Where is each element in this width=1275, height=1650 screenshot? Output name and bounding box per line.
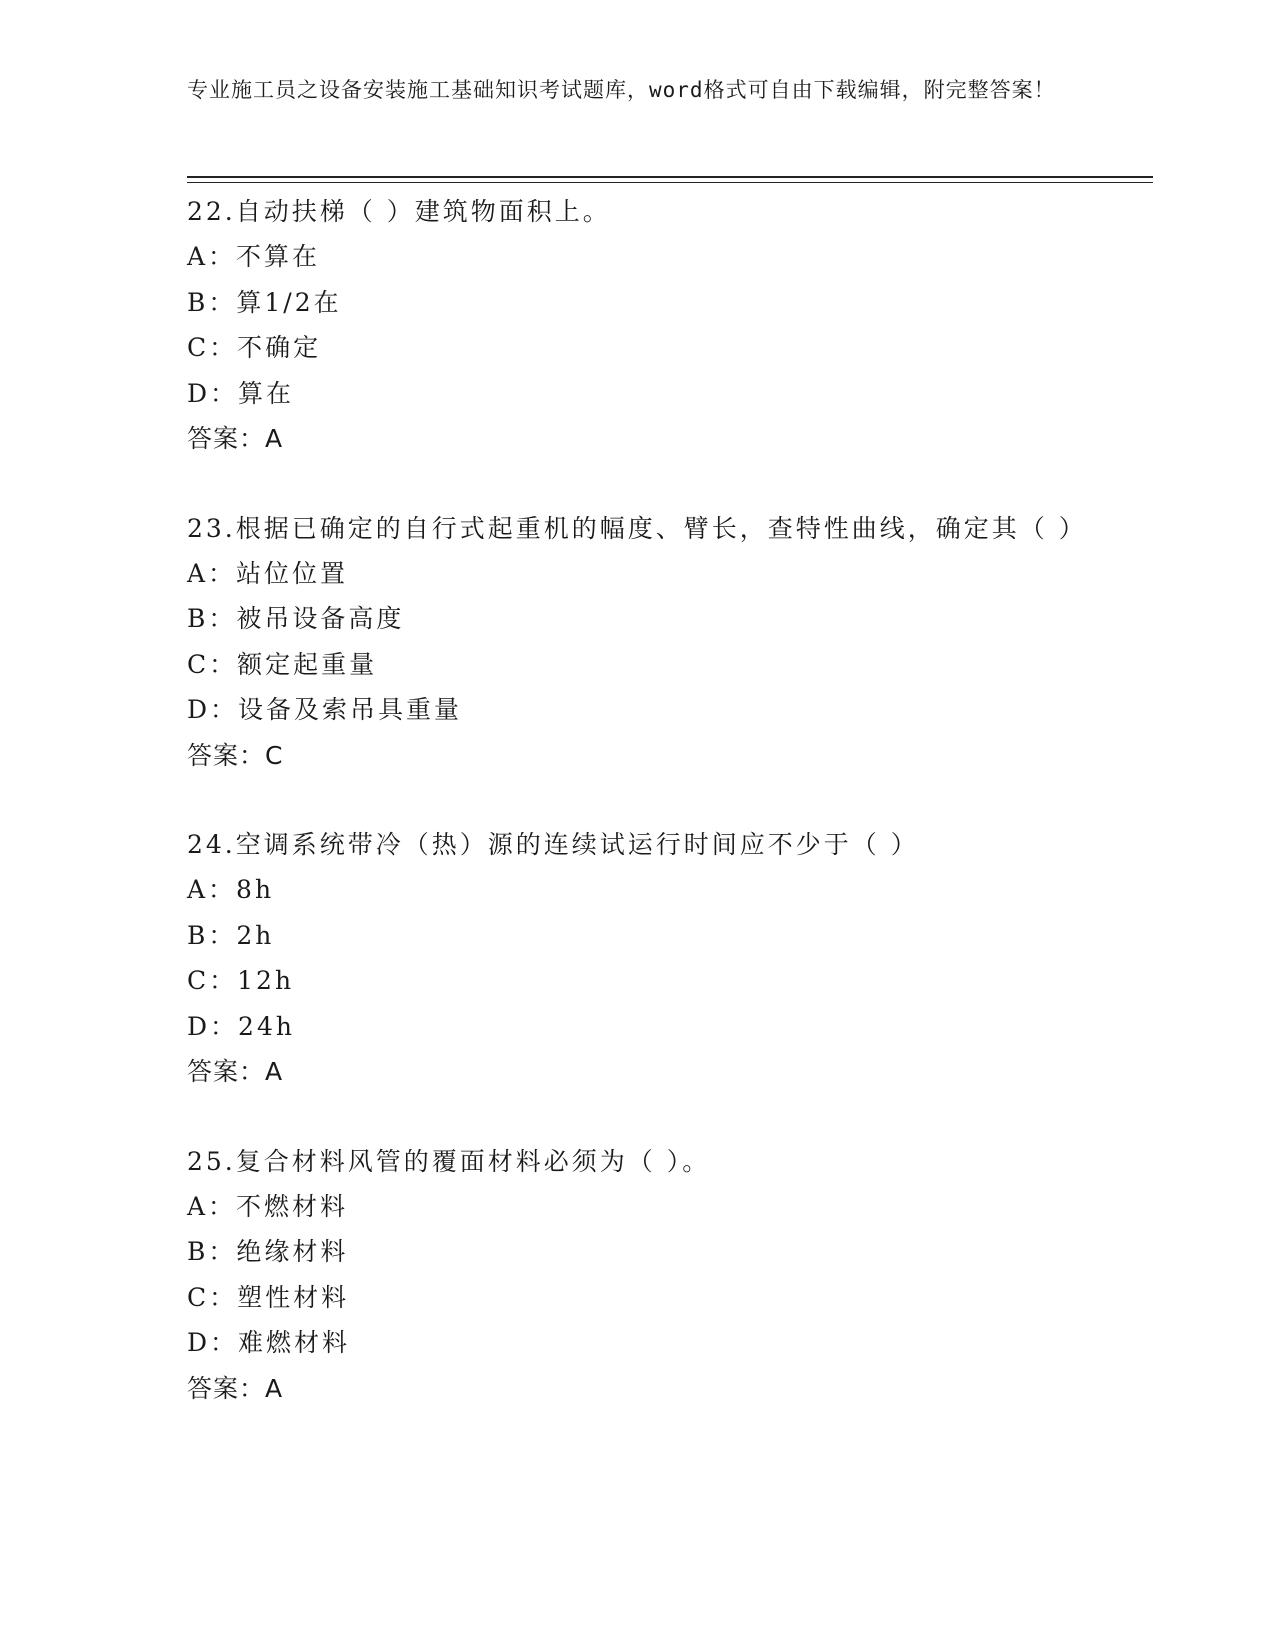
option-c: C：12h — [187, 966, 295, 995]
option-d: D：难燃材料 — [187, 1328, 351, 1357]
option-a: A：8h — [187, 875, 275, 904]
answer-line: 答案：A — [187, 1057, 284, 1086]
option-c: C：塑性材料 — [187, 1282, 350, 1312]
option-a: A：不燃材料 — [187, 1191, 349, 1221]
option-d: D：设备及索吊具重量 — [187, 695, 463, 724]
option-d: D：算在 — [187, 378, 295, 408]
question-stem: 25.复合材料风管的覆面材料必须为（ ）。 — [187, 1146, 711, 1176]
question-stem: 24.空调系统带冷（热）源的连续试运行时间应不少于（ ） — [187, 830, 919, 859]
option-a: A：站位位置 — [187, 558, 349, 588]
option-b: B：算1/2在 — [187, 287, 342, 317]
option-b: B：2h — [187, 920, 275, 950]
answer-line: 答案：C — [187, 740, 284, 770]
answer-line: 答案：A — [187, 1373, 284, 1403]
question-24 — [187, 823, 1087, 1095]
question-stem: 23.根据已确定的自行式起重机的幅度、臂长，查特性曲线，确定其（ ） — [187, 513, 1087, 543]
question-list — [187, 190, 1087, 1456]
question-25 — [187, 1140, 1087, 1412]
question-stem: 22.自动扶梯（ ）建筑物面积上。 — [187, 197, 611, 226]
header-divider-thin — [187, 182, 1153, 183]
question-22 — [187, 190, 1087, 462]
document-title: 专业施工员之设备安装施工基础知识考试题库，word格式可自由下载编辑，附完整答案！ — [187, 78, 1056, 102]
option-c: C：不确定 — [187, 333, 322, 362]
option-a: A：不算在 — [187, 242, 321, 271]
option-d: D：24h — [187, 1011, 295, 1041]
option-c: C：额定起重量 — [187, 649, 378, 679]
option-b: B：绝缘材料 — [187, 1237, 349, 1266]
option-b: B：被吊设备高度 — [187, 604, 405, 633]
answer-line: 答案：A — [187, 424, 284, 453]
question-23 — [187, 507, 1087, 779]
document-header — [187, 74, 1067, 106]
header-divider-thick — [187, 176, 1153, 178]
